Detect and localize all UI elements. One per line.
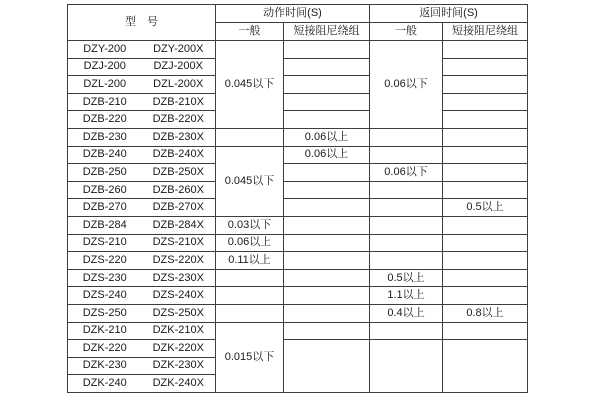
action-short-damping-cell [284,234,370,252]
table-header [68,5,528,41]
model-label: DZB-250 [82,165,127,178]
model-cell [68,357,216,375]
model-cell [68,76,216,94]
return-short-damping-cell [443,216,528,234]
model-cell [68,252,216,270]
table-row [68,128,528,146]
model-label: DZS-220X [152,253,204,266]
return-short-damping-cell [443,58,528,76]
action-general-cell: 0.03以下 [216,216,284,234]
model-cell [68,111,216,129]
action-general-cell: 0.11以上 [216,252,284,270]
return-short-damping-cell [443,234,528,252]
return-short-damping-cell [443,128,528,146]
action-short-damping-cell [284,304,370,322]
return-short-damping-cell [443,164,528,182]
return-general-cell [370,340,443,393]
model-cell [68,164,216,182]
model-label: DZY-200 [83,42,127,55]
action-general-cell [216,269,284,287]
action-short-damping-cell [284,252,370,270]
return-short-damping-cell: 0.8以上 [443,304,528,322]
subheader-return-short-damping: 短接阻尼绕组 [443,23,528,41]
model-cell [68,41,216,59]
return-short-damping-cell [443,93,528,111]
table-row [68,304,528,322]
model-label: DZY-200X [153,42,204,55]
return-short-damping-cell [443,181,528,199]
model-label: DZS-210X [152,236,204,249]
subheader-return-general: 一般 [370,23,443,41]
header-row-groups [68,5,528,23]
model-label: DZB-260X [152,183,204,196]
model-cell [68,287,216,305]
action-short-damping-cell [284,216,370,234]
return-short-damping-cell [443,76,528,94]
return-general-cell: 0.06以下 [370,164,443,182]
model-label: DZS-210 [82,236,127,249]
return-general-cell [370,199,443,217]
action-short-damping-cell [284,93,370,111]
return-general-cell: 1.1以上 [370,287,443,305]
model-cell [68,304,216,322]
return-short-damping-cell: 0.5以上 [443,199,528,217]
action-short-damping-cell [284,111,370,129]
column-header-action-time: 动作时间(S) [216,5,370,23]
model-label: DZK-240 [82,377,127,390]
return-short-damping-cell [443,269,528,287]
model-label: DZL-200 [83,77,127,90]
model-label: DZK-240X [152,377,204,390]
model-label: DZS-250 [82,306,127,319]
model-label: DZB-240 [82,148,127,161]
relay-spec-table [67,4,528,393]
model-label: DZB-270X [152,201,204,214]
model-label: DZB-210 [82,95,127,108]
model-label: DZS-220 [82,253,127,266]
action-general-cell: 0.06以上 [216,234,284,252]
model-cell [68,322,216,340]
model-label: DZK-230X [152,359,204,372]
action-short-damping-cell [284,41,370,59]
return-general-cell [370,216,443,234]
return-general-cell: 0.06以下 [370,41,443,129]
table-row [68,146,528,164]
table-row [68,287,528,305]
table-row [68,58,528,76]
model-cell [68,340,216,358]
model-label: DZS-250X [152,306,204,319]
model-label: DZK-220X [152,341,204,354]
model-label: DZB-270 [82,201,127,214]
action-general-cell: 0.045以下 [216,41,284,129]
table-row [68,340,528,358]
model-label: DZK-210X [152,324,204,337]
model-label: DZJ-200X [153,60,204,73]
table-row [68,234,528,252]
action-short-damping-cell [284,269,370,287]
model-label: DZS-230X [152,271,204,284]
model-label: DZB-220X [152,113,204,126]
model-label: DZK-220 [82,341,127,354]
return-short-damping-cell [443,287,528,305]
action-short-damping-cell [284,76,370,94]
table-row [68,93,528,111]
action-general-cell: 0.045以下 [216,146,284,216]
return-general-cell [370,146,443,164]
return-general-cell [370,128,443,146]
action-short-damping-cell [284,58,370,76]
table-row [68,322,528,340]
return-short-damping-cell [443,146,528,164]
table-row [68,252,528,270]
return-short-damping-cell [443,322,528,340]
model-label: DZS-240 [82,289,127,302]
table-row [68,269,528,287]
column-header-return-time: 返回时间(S) [370,5,528,23]
return-short-damping-cell [443,111,528,129]
model-label: DZB-240X [152,148,204,161]
model-cell [68,216,216,234]
model-label: DZS-230 [82,271,127,284]
subheader-action-short-damping: 短接阻尼绕组 [284,23,370,41]
table-row [68,41,528,59]
model-label: DZB-230 [82,130,127,143]
model-label: DZJ-200 [83,60,126,73]
model-cell [68,146,216,164]
action-general-cell [216,128,284,146]
action-short-damping-cell [284,181,370,199]
table-row [68,76,528,94]
model-label: DZB-250X [152,165,204,178]
model-label: DZB-284 [82,218,127,231]
return-general-cell [370,234,443,252]
table-row [68,164,528,182]
table-row [68,199,528,217]
model-label: DZB-220 [82,113,127,126]
action-short-damping-cell: 0.06以上 [284,128,370,146]
model-label: DZB-210X [152,95,204,108]
model-cell [68,181,216,199]
return-general-cell [370,252,443,270]
model-cell [68,234,216,252]
model-cell [68,199,216,217]
model-cell [68,93,216,111]
return-general-cell [370,181,443,199]
model-cell [68,269,216,287]
action-short-damping-cell [284,340,370,393]
action-general-cell [216,287,284,305]
return-general-cell [370,322,443,340]
action-short-damping-cell [284,287,370,305]
action-short-damping-cell [284,199,370,217]
model-label: DZB-230X [152,130,204,143]
column-header-model: 型 号 [68,5,216,41]
action-short-damping-cell: 0.06以上 [284,146,370,164]
table-body [68,41,528,393]
model-label: DZK-210 [82,324,127,337]
action-short-damping-cell [284,322,370,340]
model-label: DZK-230 [82,359,127,372]
return-general-cell: 0.4以上 [370,304,443,322]
return-short-damping-cell [443,252,528,270]
return-general-cell: 0.5以上 [370,269,443,287]
model-label: DZL-200X [153,77,204,90]
model-cell [68,58,216,76]
action-short-damping-cell [284,164,370,182]
model-label: DZB-284X [152,218,204,231]
model-label: DZB-260 [82,183,127,196]
action-general-cell [216,304,284,322]
return-short-damping-cell [443,41,528,59]
subheader-action-general: 一般 [216,23,284,41]
table-row [68,111,528,129]
model-label: DZS-240X [152,289,204,302]
action-general-cell: 0.015以下 [216,322,284,392]
model-cell [68,375,216,393]
return-short-damping-cell [443,340,528,393]
table-row [68,216,528,234]
table-row [68,181,528,199]
model-cell [68,128,216,146]
